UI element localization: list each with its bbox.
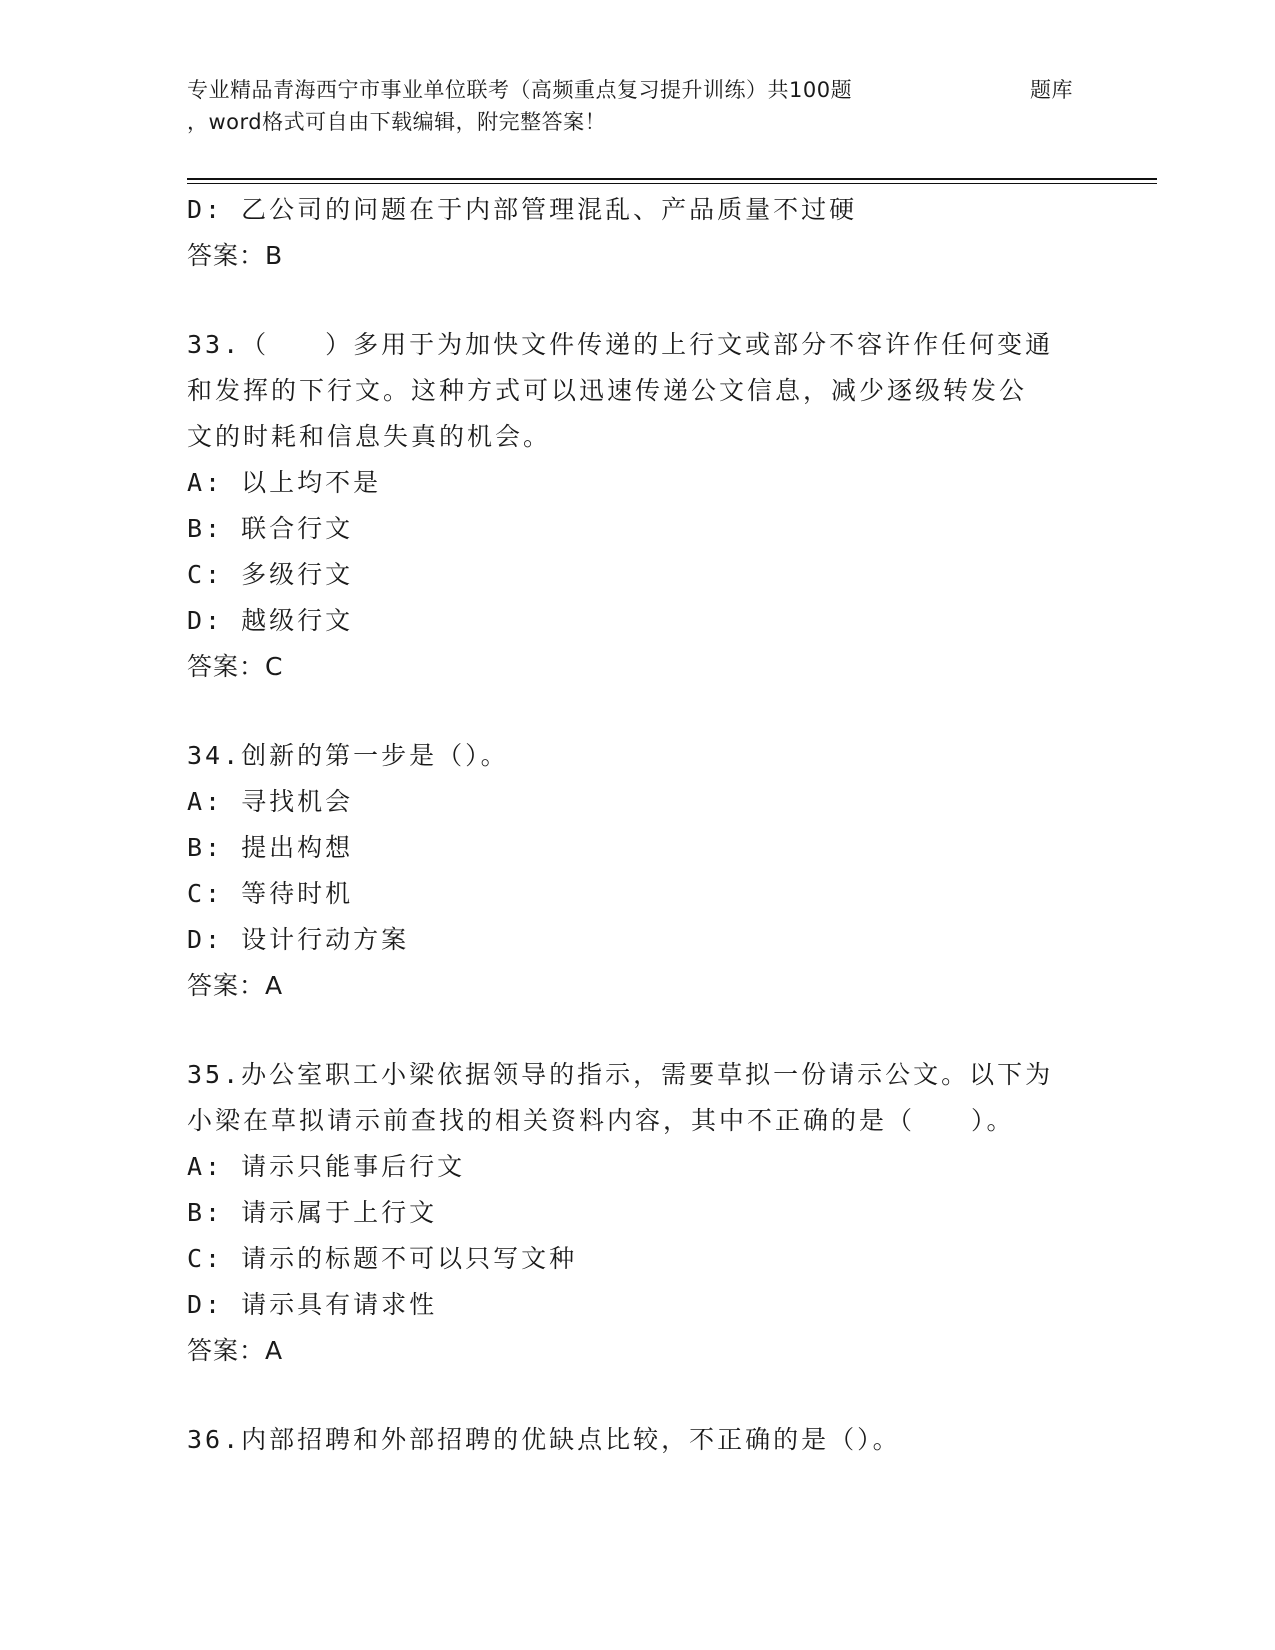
option-a: A: 寻找机会 <box>187 787 354 816</box>
option-a: A: 以上均不是 <box>187 468 382 497</box>
question-text: 36.内部招聘和外部招聘的优缺点比较，不正确的是（）。 <box>187 1425 901 1454</box>
option-b: B: 请示属于上行文 <box>187 1198 438 1227</box>
header-title: 专业精品青海西宁市事业单位联考（高频重点复习提升训练）共100题 <box>187 78 853 102</box>
option-b: B: 联合行文 <box>187 514 354 543</box>
question-33 <box>187 322 1087 690</box>
question-text: 33.（ ）多用于为加快文件传递的上行文或部分不容许作任何变通 <box>187 330 1054 359</box>
question-text: 和发挥的下行文。这种方式可以迅速传递公文信息，减少逐级转发公 <box>187 376 1028 405</box>
header-rule-thin <box>187 183 1157 184</box>
answer: 答案：B <box>187 241 284 270</box>
option-d: D: 越级行文 <box>187 606 354 635</box>
header-line-2: ，word格式可自由下载编辑，附完整答案！ <box>187 110 607 134</box>
document-header <box>187 74 1087 138</box>
option-d: D: 乙公司的问题在于内部管理混乱、产品质量不过硬 <box>187 195 858 224</box>
question-text: 小梁在草拟请示前查找的相关资料内容，其中不正确的是（ ）。 <box>187 1106 1015 1135</box>
header-line-1 <box>187 74 1087 106</box>
option-b: B: 提出构想 <box>187 833 354 862</box>
option-c: C: 等待时机 <box>187 879 354 908</box>
answer: 答案：A <box>187 1336 284 1365</box>
question-34 <box>187 733 1087 1009</box>
option-c: C: 请示的标题不可以只写文种 <box>187 1244 578 1273</box>
option-d: D: 请示具有请求性 <box>187 1290 438 1319</box>
question-text: 34.创新的第一步是（）。 <box>187 741 509 770</box>
header-rule-thick <box>187 178 1157 180</box>
question-text: 35.办公室职工小梁依据领导的指示，需要草拟一份请示公文。以下为 <box>187 1060 1054 1089</box>
document-body <box>187 187 1087 1463</box>
question-35 <box>187 1052 1087 1374</box>
answer: 答案：A <box>187 971 284 1000</box>
option-c: C: 多级行文 <box>187 560 354 589</box>
header-right-label: 题库 <box>1030 78 1073 102</box>
question-text: 文的时耗和信息失真的机会。 <box>187 422 552 451</box>
option-a: A: 请示只能事后行文 <box>187 1152 466 1181</box>
option-d: D: 设计行动方案 <box>187 925 410 954</box>
question-36 <box>187 1417 1087 1463</box>
answer: 答案：C <box>187 652 284 681</box>
